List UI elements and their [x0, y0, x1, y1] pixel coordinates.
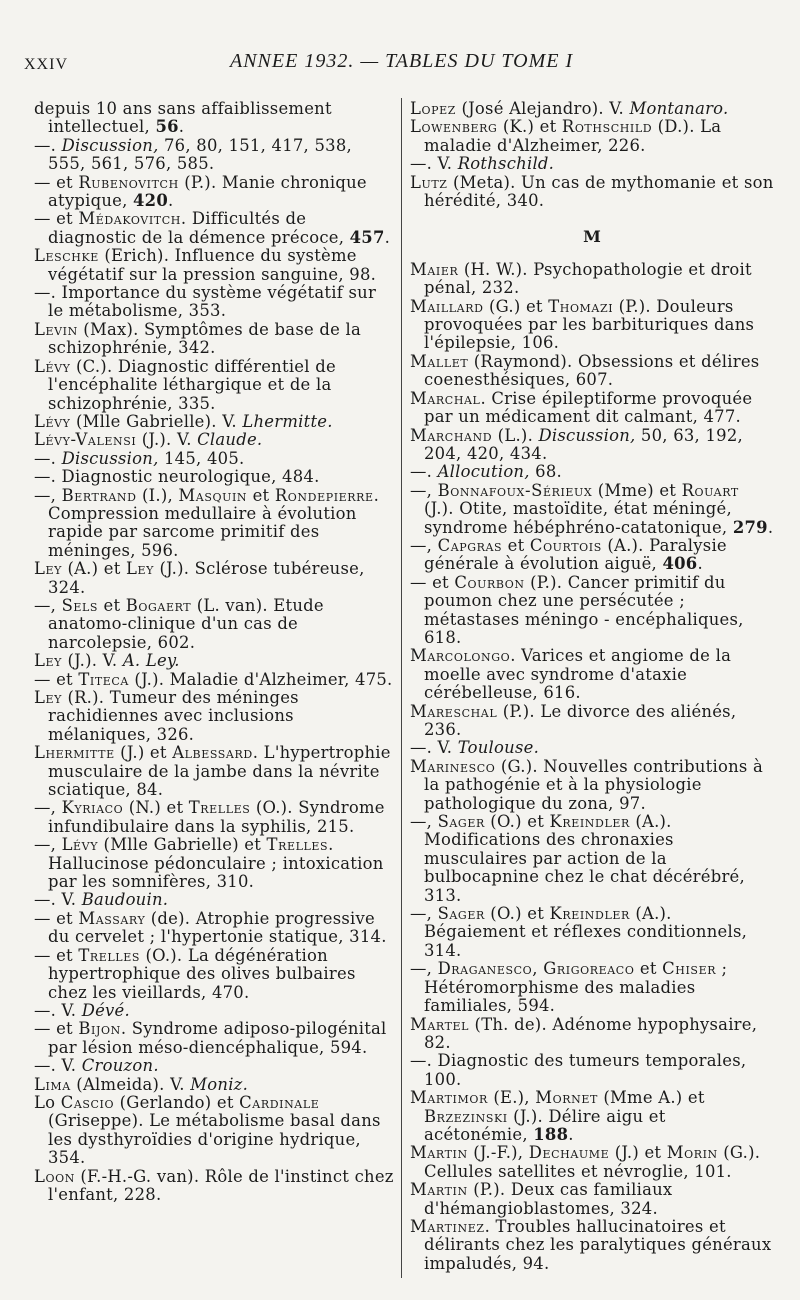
index-entry — [34, 560, 394, 597]
author-name: Lima — [34, 1074, 71, 1094]
running-title: ANNEE 1932. — TABLES DU TOME I — [230, 50, 574, 72]
index-entry — [34, 321, 394, 358]
entry-text: —, — [34, 798, 62, 818]
author-name: Bogaert — [125, 595, 192, 615]
entry-text: — et — [34, 669, 79, 689]
author-name: Mareschal — [410, 701, 498, 721]
author-name: Morin — [666, 1143, 718, 1163]
entry-text: (J.). V. — [61, 651, 123, 671]
entry-text: —. Diagnostic neurologique, 484. — [34, 467, 320, 487]
author-name: Bijon — [78, 1019, 121, 1039]
index-entry — [34, 1094, 394, 1168]
entry-text: depuis 10 ans sans affaiblissement intellectuel, — [34, 100, 332, 137]
entry-text: (P.). Douleurs provoquées par les barbituriques dans l'épilepsie, 106. — [424, 296, 755, 353]
index-entry — [34, 744, 394, 799]
index-entry — [410, 1144, 774, 1181]
author-name: Rouart — [681, 480, 739, 500]
index-entry — [34, 799, 394, 836]
entry-text: Baudouin. — [81, 890, 169, 910]
entry-text: Discussion, — [61, 135, 159, 155]
entry-text: (Mme) et — [592, 480, 682, 500]
author-name: Cascio — [60, 1092, 115, 1112]
author-name: Martimor — [410, 1088, 488, 1108]
entry-text: (P.). Le divorce des aliénés, 236. — [424, 701, 737, 739]
entry-text: . — [384, 227, 391, 247]
entry-text: —. V. — [34, 1056, 82, 1076]
author-name: Chiser — [662, 959, 717, 979]
index-entry — [34, 1076, 394, 1094]
entry-text: (O.) et — [484, 812, 550, 832]
entry-text: (N.) et — [123, 798, 189, 818]
index-entry — [410, 298, 774, 353]
entry-text: (O.). Syndrome infundibulaire dans la syphilis, 215. — [48, 798, 385, 836]
entry-text: (Th. de). Adénome hypophysaire, 82. — [424, 1014, 758, 1052]
entry-text: —, — [410, 535, 438, 555]
entry-text: . Syndrome adiposo-pilogénital par lésion méso-diencéphalique, 594. — [48, 1019, 387, 1057]
entry-text: — et — [34, 1019, 79, 1039]
entry-text: — et — [34, 908, 79, 928]
author-name: Marinesco — [410, 756, 496, 776]
entry-text: (R.). Tumeur des méninges rachidiennes avec inclusions mélaniques, 326. — [48, 688, 299, 744]
entry-text: Claude. — [197, 430, 263, 450]
index-entry — [410, 1052, 774, 1089]
entry-text: (G.). Nouvelles contributions à la pathogénie et à la physiologie pathologique du zona, 97. — [424, 756, 764, 813]
entry-text: —, — [34, 595, 62, 615]
index-entry — [34, 910, 394, 947]
author-name: Loon — [34, 1166, 75, 1186]
entry-text: —. Importance du système végétatif sur le métabolisme, 353. — [34, 283, 377, 321]
author-name: Martinez — [410, 1216, 485, 1236]
author-name: Sels — [61, 595, 99, 615]
entry-text: (Almeida). V. — [70, 1074, 191, 1094]
entry-text: et — [247, 485, 275, 505]
index-entry — [410, 100, 774, 118]
entry-text: (I.), — [136, 485, 179, 505]
index-entry — [34, 137, 394, 174]
author-name: Trelles — [188, 798, 251, 818]
author-name: Cardinale — [239, 1092, 320, 1112]
entry-text: (Mlle Gabrielle). V. — [70, 411, 243, 431]
entry-text: (J.). Otite, mastoïdite, état méningé, syndrome hébéphréno-catatonique, — [424, 499, 733, 537]
entry-text: (J.). Délire aigu et acétonémie, — [424, 1106, 666, 1144]
entry-text: —, — [410, 959, 438, 979]
index-entry — [410, 155, 774, 173]
author-name: Capgras — [437, 535, 503, 555]
entry-text: (K.) et — [497, 117, 562, 137]
author-name: Sager — [437, 812, 485, 832]
index-entry — [410, 905, 774, 960]
index-entry — [34, 1168, 394, 1205]
entry-text: Lhermitte. — [242, 411, 333, 431]
author-name: Courtois — [529, 535, 602, 555]
entry-text: (O.) et — [484, 904, 550, 924]
author-name: Lopez — [410, 100, 456, 118]
entry-text: (Meta). Un cas de mythomanie et son hérédité, 340. — [424, 172, 774, 211]
author-name: Marchand — [410, 425, 493, 445]
author-name: Kreindler — [549, 904, 630, 924]
index-entry — [34, 100, 394, 137]
entry-text: —, — [410, 904, 438, 924]
entry-text: 76, 80, 151, 417, 538, 555, 561, 576, 585. — [48, 135, 352, 174]
entry-text: —. V. — [34, 890, 82, 910]
index-entry — [34, 431, 394, 449]
index-entry — [410, 813, 774, 905]
index-column-right — [410, 100, 774, 1290]
entry-text: et — [98, 595, 126, 615]
entry-text: . — [697, 554, 703, 574]
entry-text: — et — [34, 172, 79, 192]
entry-text: Allocution, — [437, 462, 530, 482]
entry-text: 145, 405. — [158, 448, 245, 468]
entry-text: et — [502, 535, 530, 555]
entry-text: . L'hypertrophie musculaire de la jambe dans la névrite sciatique, 84. — [48, 743, 391, 800]
entry-text: Lo — [34, 1092, 61, 1112]
author-name: Ley — [126, 559, 154, 579]
author-name: Courbon — [454, 572, 525, 592]
index-entry — [34, 413, 394, 431]
index-entry — [34, 247, 394, 284]
entry-text: (A.). Bégaiement et réflexes conditionnels, 314. — [424, 904, 748, 960]
entry-text: Rothschild. — [457, 154, 555, 174]
page-ref-bold: 188 — [533, 1124, 569, 1144]
column-divider — [401, 98, 402, 1278]
entry-text: — et — [410, 572, 455, 592]
entry-text: —, — [34, 835, 62, 855]
index-entry — [410, 482, 774, 537]
index-entry — [34, 1020, 394, 1057]
index-entry — [34, 210, 394, 247]
index-entry — [410, 537, 774, 574]
author-name: Masquin — [178, 485, 248, 505]
index-entry — [34, 284, 394, 321]
author-name: Draganesco — [437, 959, 533, 979]
author-name: Maillard — [410, 296, 484, 316]
index-entry — [410, 390, 774, 427]
page-ref-bold: 406 — [662, 554, 698, 574]
entry-text: —. — [34, 448, 62, 468]
index-column-left — [34, 100, 394, 1290]
index-entry — [410, 758, 774, 813]
author-name: Rubenovitch — [78, 172, 179, 192]
entry-text: (J.) et — [609, 1143, 667, 1163]
author-name: Martin — [410, 1180, 468, 1200]
entry-text: (G.). Cellules satellites et névroglie, 101. — [424, 1143, 761, 1181]
entry-text: . Troubles hallucinatoires et délirants chez les paralytiques généraux impaludés, 94. — [424, 1216, 772, 1273]
author-name: Albessard — [172, 743, 253, 763]
entry-text: . Varices et angiome de la moelle avec syndrome d'ataxie cérébelleuse, 616. — [424, 646, 732, 703]
entry-text: (Max). Symptômes de base de la schizophrénie, 342. — [48, 319, 362, 358]
entry-text: (de). Atrophie progressive du cervelet ; l'hypertonie statique, 314. — [48, 908, 387, 947]
entry-text: (A.) et — [61, 559, 126, 579]
author-name: Leschke — [34, 246, 99, 266]
index-entry — [410, 703, 774, 740]
author-name: Lévy — [61, 835, 99, 855]
index-entry — [34, 468, 394, 486]
entry-text: (H. W.). Psychopathologie et droit pénal, 232. — [424, 259, 752, 298]
entry-text: Toulouse. — [457, 738, 540, 758]
author-name: Ley — [34, 559, 62, 579]
author-name: Titeca — [78, 669, 129, 689]
author-name: Ley — [34, 688, 62, 707]
author-name: Levin — [34, 319, 78, 339]
author-name: Marcolongo — [410, 646, 511, 666]
entry-text: —. Diagnostic des tumeurs temporales, 100. — [410, 1051, 747, 1089]
index-entry — [410, 463, 774, 481]
author-name: Lhermitte — [34, 743, 115, 763]
author-name: Mornet — [535, 1088, 598, 1108]
index-entry — [34, 891, 394, 909]
entry-text: . — [178, 117, 185, 137]
entry-text: Moniz. — [190, 1074, 249, 1094]
entry-text: (A.). Paralysie générale à évolution aiguë, — [424, 535, 727, 574]
entry-text: Discussion, — [61, 448, 159, 468]
entry-text: (A.). Modifications des chronaxies musculaires par action de la bulbocapnine chez le chat décérébré, 313. — [424, 812, 745, 905]
author-name: Martin — [410, 1143, 468, 1163]
index-entry — [34, 947, 394, 1002]
entry-text: (Mme A.) et — [597, 1088, 705, 1108]
entry-text: (J.). Sclérose tubéreuse, 324. — [48, 559, 365, 597]
author-name: Bertrand — [61, 485, 137, 505]
entry-text: (José Alejandro). V. — [455, 100, 630, 118]
page-ref-bold: 279 — [732, 517, 768, 537]
page-header — [24, 48, 770, 78]
entry-text: (D.). La maladie d'Alzheimer, 226. — [424, 117, 722, 155]
entry-text: ; Hétéromorphisme des maladies familiales, 594. — [424, 959, 728, 1016]
entry-text: . — [568, 1124, 574, 1144]
author-name: Lowenberg — [410, 117, 498, 137]
entry-text: (P.). Manie chronique atypique, — [48, 172, 367, 211]
index-entry — [34, 671, 394, 689]
entry-text: (F.-H.-G. van). Rôle de l'instinct chez l'enfant, 228. — [48, 1166, 394, 1204]
author-name: Mallet — [410, 351, 469, 371]
entry-text: —. V. — [410, 738, 458, 758]
index-entry — [410, 1089, 774, 1144]
section-letter: M — [583, 227, 601, 247]
index-entry — [34, 450, 394, 468]
author-name: Grigoreaco — [543, 959, 635, 979]
entry-text: —. — [410, 462, 438, 482]
entry-text: (J.-F.), — [467, 1143, 529, 1163]
author-name: Lutz — [410, 172, 448, 192]
entry-text: (Griseppe). Le métabolisme basal dans les dysthyroïdies d'origine hydrique, 354. — [48, 1111, 381, 1168]
index-entry — [410, 353, 774, 390]
page-ref-bold: 457 — [349, 227, 385, 247]
index-entry — [34, 174, 394, 211]
author-name: Brzezinski — [424, 1106, 508, 1126]
entry-text: —, — [410, 812, 438, 832]
entry-text: , — [532, 959, 544, 979]
entry-text: (E.), — [487, 1088, 536, 1108]
index-entry — [34, 487, 394, 561]
author-name: Martel — [410, 1014, 470, 1034]
index-entry — [34, 1057, 394, 1075]
author-name: Lévy-Valensi — [34, 430, 137, 450]
index-entry — [410, 261, 774, 298]
entry-text: Crouzon. — [81, 1056, 159, 1076]
index-entry — [34, 597, 394, 652]
index-entry — [410, 1181, 774, 1218]
entry-text: . Hallucinose pédonculaire ; intoxication par les somnifères, 310. — [48, 835, 384, 892]
entry-text: (P.). Cancer primitif du poumon chez une persécutée ; métastases méningo - encéphaliques, 618. — [424, 572, 744, 647]
entry-text: (Gerlando) et — [114, 1092, 240, 1112]
author-name: Sager — [437, 904, 485, 924]
index-entry — [34, 652, 394, 670]
author-name: Bonnafoux-Sérieux — [437, 480, 593, 500]
entry-text: Montanaro. — [629, 100, 729, 118]
entry-text: . Compression medullaire à évolution rapide par sarcome primitif des méninges, 596. — [48, 485, 380, 560]
entry-text: —. V. — [410, 154, 458, 174]
entry-text: . — [767, 517, 774, 537]
author-name: Rondepierre — [274, 485, 374, 505]
entry-text: (Mlle Gabrielle) et — [98, 835, 267, 855]
entry-text: —. — [34, 135, 62, 155]
entry-text: Dévé. — [81, 1000, 130, 1020]
author-name: Marchal — [410, 388, 481, 408]
page-ref-bold: 420 — [133, 191, 168, 211]
entry-text: et — [634, 959, 663, 979]
author-name: Kyriaco — [61, 798, 124, 818]
entry-text: —. V. — [34, 1000, 82, 1020]
entry-text: (L.). — [492, 425, 539, 445]
author-name: Lévy — [34, 411, 71, 431]
author-name: Thomazi — [548, 296, 614, 316]
entry-text: . Crise épileptiforme provoquée par un médicament dit calmant, 477. — [424, 388, 753, 427]
entry-text: (G.) et — [483, 296, 549, 316]
entry-text: (Raymond). Obsessions et délires coenesthésiques, 607. — [424, 351, 760, 390]
author-name: Kreindler — [549, 812, 630, 832]
entry-text: (Erich). Influence du système végétatif sur la pression sanguine, 98. — [48, 246, 377, 284]
author-name: Massary — [78, 908, 146, 928]
entry-text: Discussion, — [538, 425, 636, 445]
entry-text: . — [168, 191, 174, 211]
author-name: Dechaume — [528, 1143, 610, 1163]
author-name: Médakovitch — [78, 209, 181, 229]
author-name: Trelles — [78, 945, 140, 965]
index-entry — [34, 1002, 394, 1020]
index-entry — [34, 358, 394, 413]
entry-text: — et — [34, 945, 79, 965]
author-name: Rothschild — [561, 117, 653, 137]
entry-text: (J.). Maladie d'Alzheimer, 475. — [128, 669, 393, 689]
index-entry — [410, 427, 774, 464]
author-name: Ley — [34, 651, 62, 671]
entry-text: — et — [34, 209, 79, 229]
entry-text: 50, 63, 192, 204, 420, 434. — [424, 425, 743, 463]
entry-text: A. Ley. — [122, 651, 180, 671]
page-number: XXIV — [24, 56, 68, 73]
entry-text: (J.). V. — [136, 430, 198, 450]
index-entry — [34, 689, 394, 744]
entry-text: (O.). La dégénération hypertrophique des olives bulbaires chez les vieillards, 470. — [48, 945, 356, 1002]
page-ref-bold: 56 — [155, 117, 179, 137]
entry-text: 68. — [529, 462, 562, 482]
index-entry — [410, 118, 774, 155]
index-entry — [410, 1218, 774, 1273]
author-name: Lévy — [34, 356, 71, 376]
entry-text: (J.) et — [114, 743, 173, 763]
index-entry — [410, 960, 774, 1015]
entry-text: —, — [34, 485, 62, 505]
entry-text: (L. van). Etude anatomo-clinique d'un cas de narcolepsie, 602. — [48, 595, 324, 652]
index-entry — [410, 174, 774, 211]
entry-text: (P.). Deux cas familiaux d'hémangioblastomes, 324. — [424, 1180, 673, 1218]
author-name: Maier — [410, 259, 459, 279]
author-name: Trelles — [266, 835, 329, 855]
entry-text: (C.). Diagnostic différentiel de l'encéphalite léthargique et de la schizophrénie, 335. — [48, 356, 336, 413]
index-entry — [410, 647, 774, 702]
index-entry — [410, 574, 774, 648]
index-entry — [410, 739, 774, 757]
index-entry — [410, 1016, 774, 1053]
index-entry — [34, 836, 394, 891]
entry-text: . Difficultés de diagnostic de la démence précoce, — [48, 209, 350, 247]
entry-text: —, — [410, 480, 438, 500]
